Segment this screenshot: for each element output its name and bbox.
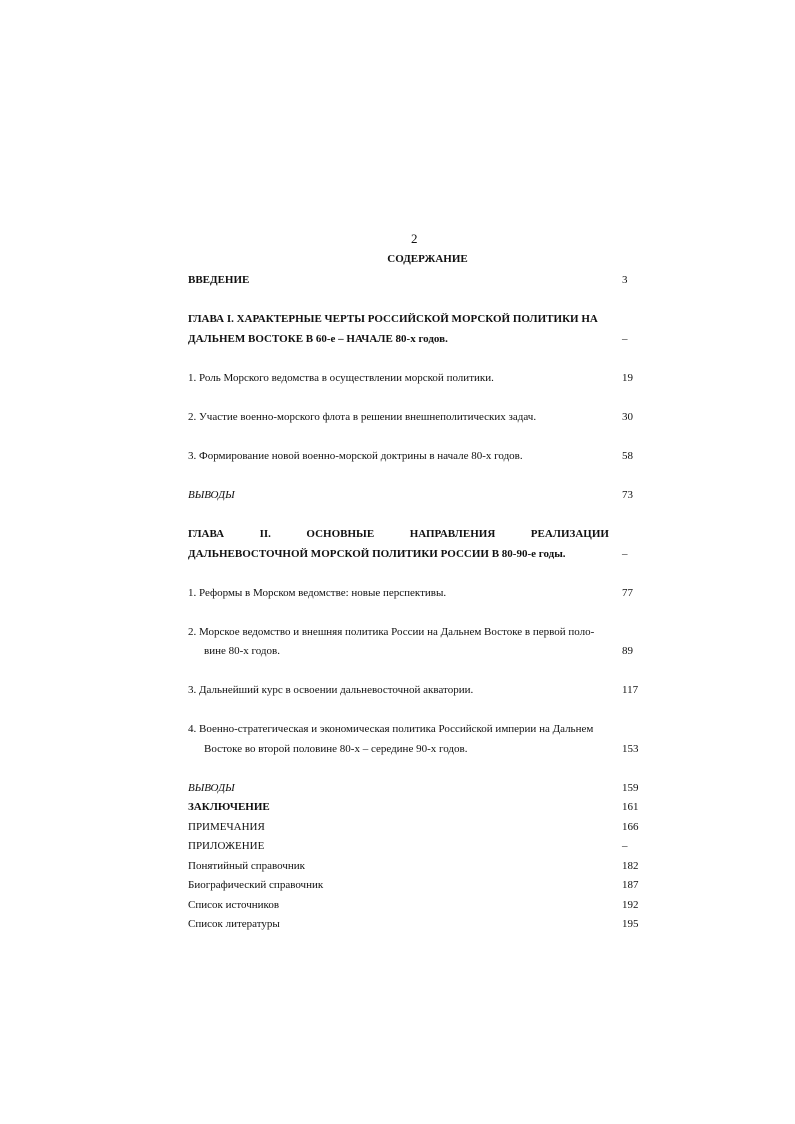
biographical-reference-page: 187: [622, 879, 639, 891]
chapter2-title-word: ОСНОВНЫЕ: [306, 528, 375, 540]
chapter2-item-4: 4. Военно-стратегическая и экономическая политика Российской империи на Дальнем: [188, 723, 594, 735]
chapter1-item-3: 3. Формирование новой военно-морской доктрины в начале 80-х годов.: [188, 450, 523, 462]
chapter1-conclusions-page: 73: [622, 489, 633, 501]
chapter2-item-1: 1. Реформы в Морском ведомстве: новые перспективы.: [188, 587, 447, 599]
chapter2-title-word: II.: [259, 528, 271, 540]
chapter2-title-word: НАПРАВЛЕНИЯ: [409, 528, 496, 540]
chapter2-item-4-page: 153: [622, 743, 639, 755]
chapter2-title-word: РЕАЛИЗАЦИИ: [530, 528, 609, 540]
chapter1-item-1: 1. Роль Морского ведомства в осуществлении морской политики.: [188, 372, 494, 384]
sources-page: 192: [622, 899, 639, 911]
chapter2-conclusions-page: 159: [622, 782, 639, 794]
chapter2-item-2-cont: вине 80-х годов.: [204, 645, 280, 657]
chapter2-title-line2: ДАЛЬНЕВОСТОЧНОЙ МОРСКОЙ ПОЛИТИКИ РОССИИ В 80-90-е годы.: [188, 548, 566, 560]
chapter1-item-1-page: 19: [622, 372, 633, 384]
chapter1-title-line2: ДАЛЬНЕМ ВОСТОКЕ В 60-е – НАЧАЛЕ 80-х годов.: [188, 333, 448, 345]
glossary-label: Понятийный справочник: [188, 860, 306, 872]
chapter2-page: –: [622, 548, 628, 560]
appendix-label: ПРИЛОЖЕНИЕ: [188, 840, 265, 852]
chapter1-page: –: [622, 333, 628, 345]
notes-label: ПРИМЕЧАНИЯ: [188, 821, 265, 833]
literature-page: 195: [622, 918, 639, 930]
toc-intro-label: ВВЕДЕНИЕ: [188, 274, 250, 286]
chapter2-item-1-page: 77: [622, 587, 633, 599]
chapter2-title-word: ГЛАВА: [188, 528, 225, 540]
chapter2-item-2-page: 89: [622, 645, 633, 657]
literature-label: Список литературы: [188, 918, 280, 930]
chapter2-item-3-page: 117: [622, 684, 639, 696]
sources-label: Список источников: [188, 899, 280, 911]
chapter2-conclusions-label: ВЫВОДЫ: [188, 782, 235, 794]
conclusion-label: ЗАКЛЮЧЕНИЕ: [188, 801, 270, 813]
biographical-reference-label: Биографический справочник: [188, 879, 324, 891]
chapter1-item-3-page: 58: [622, 450, 633, 462]
toc-intro-page: 3: [622, 274, 628, 286]
chapter2-item-3: 3. Дальнейший курс в освоении дальневосточной акватории.: [188, 684, 474, 696]
glossary-page: 182: [622, 860, 639, 872]
chapter1-item-2-page: 30: [622, 411, 633, 423]
chapter2-item-4-cont: Востоке во второй половине 80-х – середине 90-х годов.: [204, 743, 468, 755]
notes-page: 166: [622, 821, 639, 833]
chapter1-title-line1: ГЛАВА I. ХАРАКТЕРНЫЕ ЧЕРТЫ РОССИЙСКОЙ МОРСКОЙ ПОЛИТИКИ НА: [188, 313, 598, 325]
conclusion-page: 161: [622, 801, 639, 813]
chapter1-item-2: 2. Участие военно-морского флота в решении внешнеполитических задач.: [188, 411, 537, 423]
chapter1-conclusions-label: ВЫВОДЫ: [188, 489, 235, 501]
page-number: 2: [411, 231, 418, 246]
chapter2-item-2: 2. Морское ведомство и внешняя политика России на Дальнем Востоке в первой поло-: [188, 626, 595, 638]
appendix-page: –: [622, 840, 628, 852]
chapter2-title-line1: [188, 527, 609, 541]
toc-heading: СОДЕРЖАНИЕ: [387, 253, 468, 265]
